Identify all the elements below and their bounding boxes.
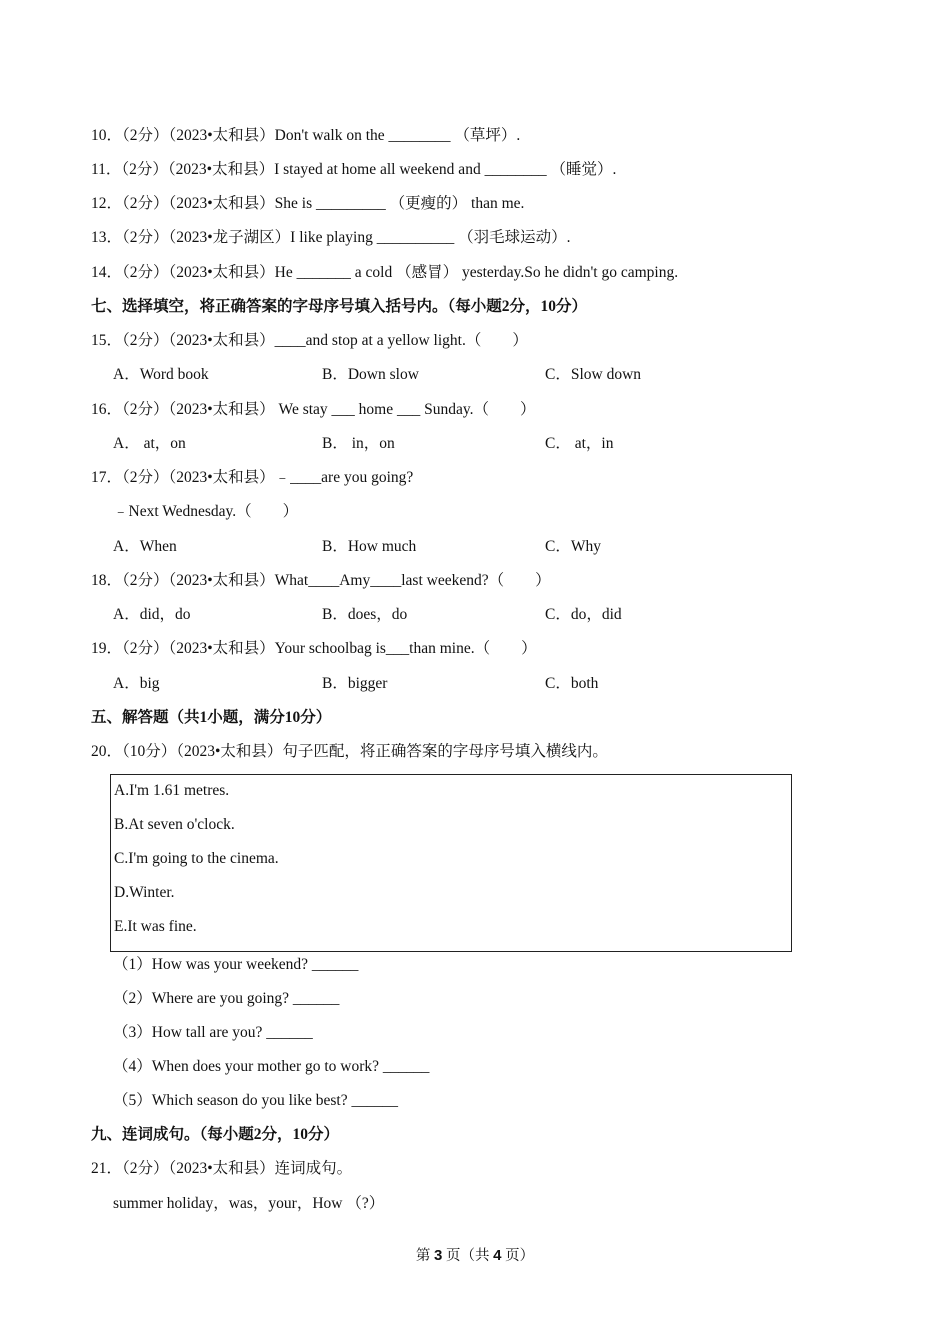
question-20: 20．（10分）（2023•太和县）句子匹配，将正确答案的字母序号填入横线内。 xyxy=(91,743,608,760)
sub-question-5: （5）Which season do you like best? ______ xyxy=(113,1092,398,1109)
question-15: 15．（2分）（2023•太和县）____and stop at a yellow light.（ ） xyxy=(91,332,528,349)
option-15-b: B．Down slow xyxy=(322,366,419,383)
option-19-a: A．big xyxy=(113,675,160,692)
footer-suffix: 页） xyxy=(505,1248,535,1264)
option-17-a: A．When xyxy=(113,538,177,555)
option-15-a: A．Word book xyxy=(113,366,209,383)
section-7-heading: 七、选择填空，将正确答案的字母序号填入括号内。（每小题2分，10分） xyxy=(91,298,588,315)
option-16-b: B． in，on xyxy=(322,435,395,452)
question-21-words: summer holiday，was，your，How （?） xyxy=(113,1195,385,1212)
sub-question-2: （2）Where are you going? ______ xyxy=(113,990,340,1007)
footer-page-number: 3 xyxy=(434,1247,443,1264)
question-17-reply: ﹣Next Wednesday.（ ） xyxy=(113,503,299,520)
question-11: 11．（2分）（2023•太和县）I stayed at home all weekend and ________ （睡觉）. xyxy=(91,161,617,178)
footer-middle: 页（共 xyxy=(446,1248,490,1264)
answer-option-c: C.I'm going to the cinema. xyxy=(114,850,279,867)
section-9-heading: 九、连词成句。（每小题2分，10分） xyxy=(91,1126,340,1143)
question-18: 18．（2分）（2023•太和县）What____Amy____last weekend?（ ） xyxy=(91,572,551,589)
footer-prefix: 第 xyxy=(415,1248,431,1264)
option-17-c: C．Why xyxy=(545,538,601,555)
option-15-c: C．Slow down xyxy=(545,366,642,383)
option-18-c: C．do，did xyxy=(545,606,622,623)
question-14: 14．（2分）（2023•太和县）He _______ a cold （感冒） yesterday.So he didn't go camping. xyxy=(91,264,679,281)
option-18-a: A．did，do xyxy=(113,606,191,623)
option-19-b: B．bigger xyxy=(322,675,388,692)
section-5-heading: 五、解答题（共1小题，满分10分） xyxy=(91,709,332,726)
option-19-c: C．both xyxy=(545,675,599,692)
option-17-b: B．How much xyxy=(322,538,417,555)
answer-option-a: A.I'm 1.61 metres. xyxy=(114,782,230,799)
question-10: 10．（2分）（2023•太和县）Don't walk on the ________ （草坪）. xyxy=(91,127,521,144)
answer-option-e: E.It was fine. xyxy=(114,918,197,935)
answer-box xyxy=(110,774,792,952)
sub-question-3: （3）How tall are you? ______ xyxy=(113,1024,313,1041)
option-16-a: A． at，on xyxy=(113,435,186,452)
option-18-b: B．does，do xyxy=(322,606,408,623)
answer-option-d: D.Winter. xyxy=(114,884,175,901)
question-16: 16．（2分）（2023•太和县） We stay ___ home ___ Sunday.（ ） xyxy=(91,401,536,418)
option-16-c: C． at，in xyxy=(545,435,614,452)
sub-question-4: （4）When does your mother go to work? ______ xyxy=(113,1058,430,1075)
page-footer xyxy=(0,1244,950,1265)
question-19: 19．（2分）（2023•太和县）Your schoolbag is___than mine.（ ） xyxy=(91,640,537,657)
question-12: 12．（2分）（2023•太和县）She is _________ （更瘦的） than me. xyxy=(91,195,525,212)
answer-option-b: B.At seven o'clock. xyxy=(114,816,235,833)
question-13: 13．（2分）（2023•龙子湖区）I like playing __________ （羽毛球运动）. xyxy=(91,229,571,246)
footer-total-pages: 4 xyxy=(493,1247,502,1264)
question-17: 17．（2分）（2023•太和县）﹣____are you going? xyxy=(91,469,414,486)
question-21: 21．（2分）（2023•太和县）连词成句。 xyxy=(91,1160,353,1177)
sub-question-1: （1）How was your weekend? ______ xyxy=(113,956,359,973)
